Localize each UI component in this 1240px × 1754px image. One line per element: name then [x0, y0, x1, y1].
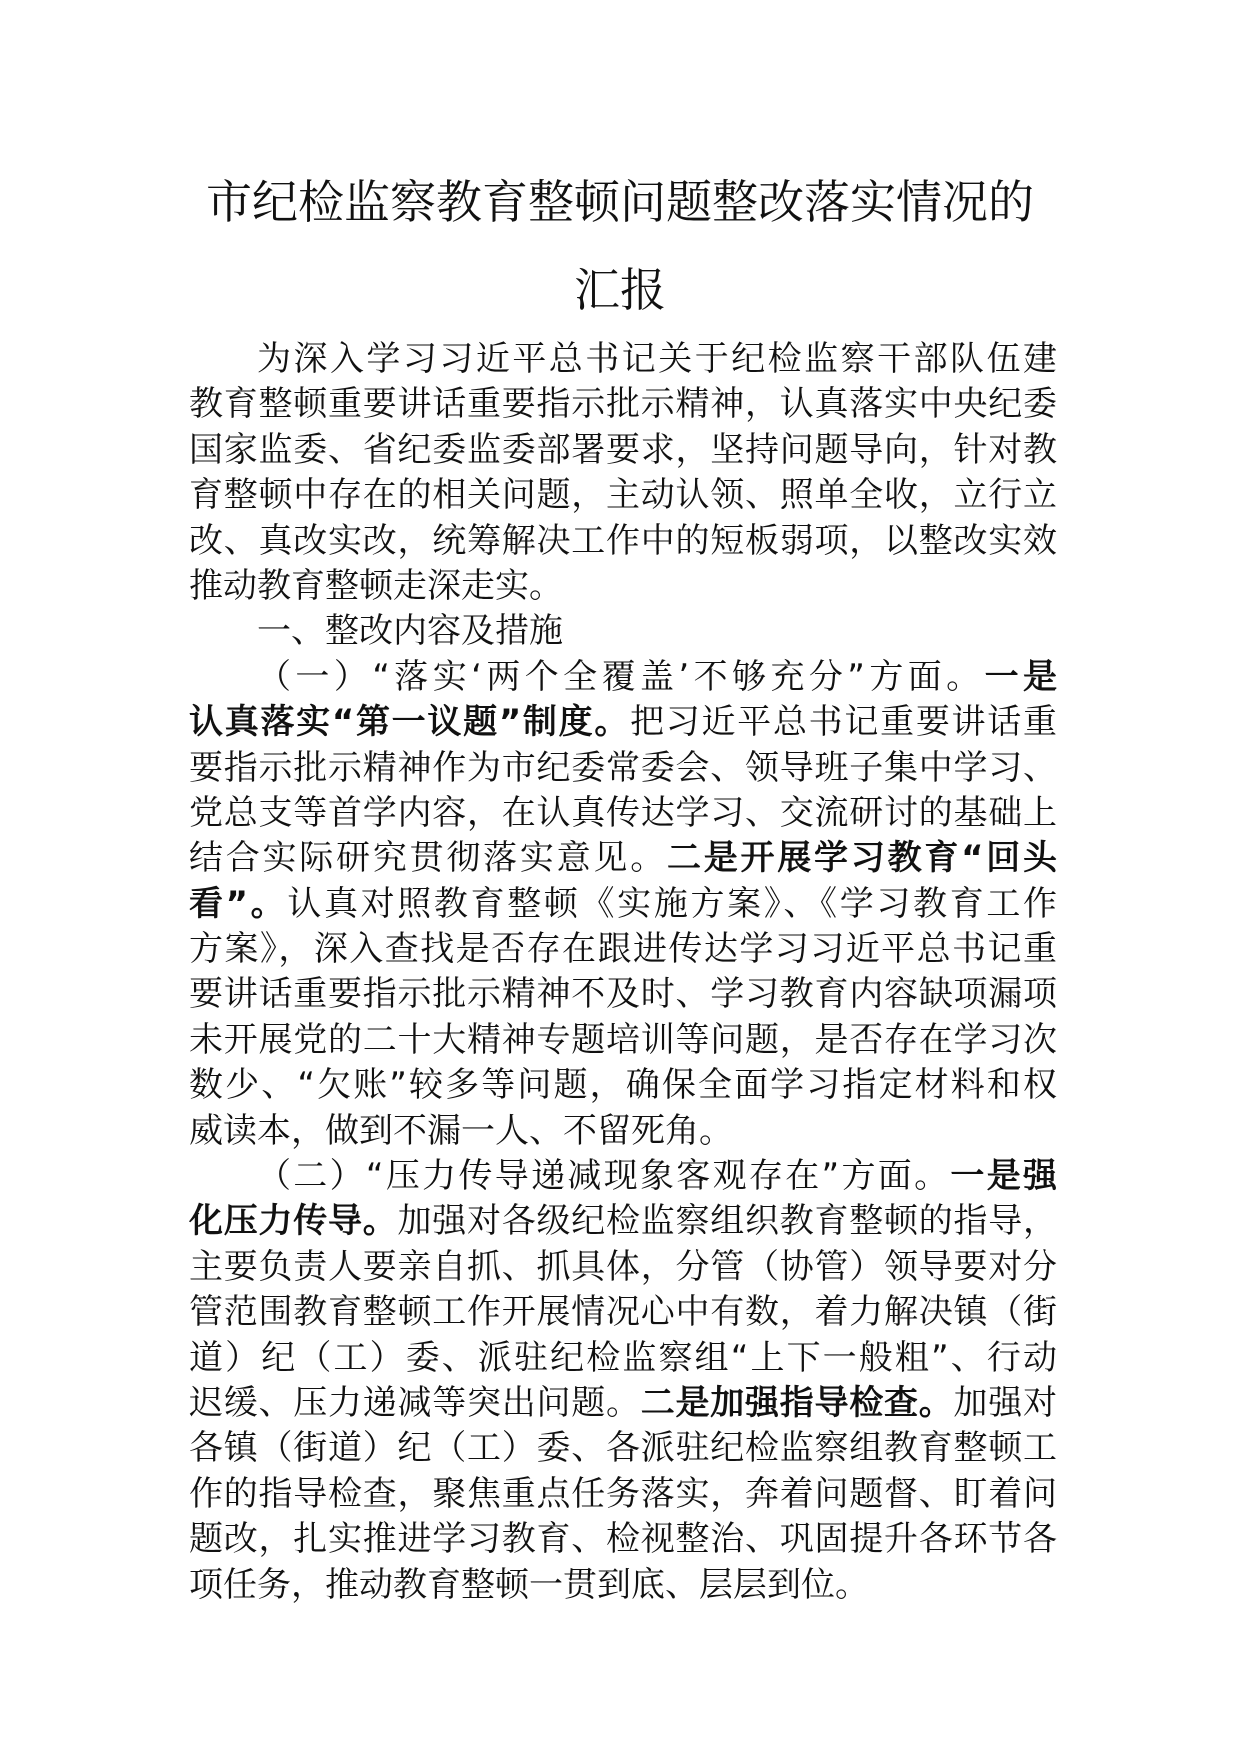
text-line: [189, 700, 1057, 745]
text-line: [189, 1199, 1057, 1244]
text-run: 育整顿中存在的相关问题，主动认领、照单全收，立行立: [189, 475, 1057, 516]
text-run: 要指示批示精神作为市纪委常委会、领导班子集中学习、: [189, 747, 1057, 788]
text-run: 各镇（街道）纪（工）委、各派驻纪检监察组教育整顿工: [189, 1428, 1057, 1469]
text-run: 加强对各级纪检监察组织教育整顿的指导，: [397, 1201, 1057, 1242]
text-run: 管范围教育整顿工作开展情况心中有数，着力解决镇（街: [189, 1292, 1057, 1333]
text-run: 把习近平总书记重要讲话重: [630, 702, 1057, 743]
title-line: 汇报: [574, 263, 666, 317]
text-line: [189, 1472, 1057, 1517]
bold-text-run: 认真落实“第一议题”制度。: [189, 702, 631, 743]
text-line: [189, 337, 1057, 382]
text-line: [189, 791, 1057, 836]
text-run: 认真对照教育整顿《实施方案》、《学习教育工作: [287, 883, 1057, 924]
bold-text-run: 看”。: [189, 883, 288, 924]
text-line: [189, 473, 1057, 518]
text-run: 威读本，做到不漏一人、不留死角。: [189, 1110, 733, 1151]
text-run: 题改，扎实推进学习教育、检视整治、巩固提升各环节各: [189, 1519, 1057, 1560]
text-run: 推动教育整顿走深走实。: [189, 565, 563, 606]
text-run: 国家监委、省纪委监委部署要求，坚持问题导向，针对教: [189, 429, 1057, 470]
text-run: 作的指导检查，聚焦重点任务落实，奔着问题督、盯着问: [189, 1473, 1057, 1514]
text-line: [189, 1336, 1057, 1381]
paragraph: [189, 337, 1057, 609]
text-line: [189, 836, 1057, 881]
text-run: 加强对: [953, 1382, 1057, 1423]
text-line: [189, 972, 1057, 1017]
text-line: [189, 1245, 1057, 1290]
text-line: [189, 1063, 1057, 1108]
text-line: [189, 1517, 1057, 1562]
text-line: [189, 609, 1057, 654]
text-line: [189, 428, 1057, 473]
text-line: [189, 1154, 1057, 1199]
bold-text-run: 二是加强指导检查。: [640, 1382, 954, 1423]
text-run: （一）“落实‘两个全覆盖’不够充分”方面。: [257, 656, 985, 697]
text-run: 一、整改内容及措施: [257, 611, 563, 652]
paragraph: [189, 655, 1057, 1154]
text-line: [189, 519, 1057, 564]
text-run: 方案》，深入查找是否存在跟进传达学习习近平总书记重: [189, 929, 1057, 970]
title-line: 市纪检监察教育整顿问题整改落实情况的: [206, 175, 1034, 229]
text-line: [189, 1018, 1057, 1063]
text-run: 要讲话重要指示批示精神不及时、学习教育内容缺项漏项: [189, 974, 1057, 1015]
text-run: 迟缓、压力递减等突出问题。: [189, 1382, 641, 1423]
text-run: （二）“压力传导递减现象客观存在”方面。: [257, 1156, 951, 1197]
bold-text-run: 二是开展学习教育“回头: [666, 838, 1057, 879]
text-run: 为深入学习习近平总书记关于纪检监察干部队伍建: [257, 339, 1057, 379]
text-line: [189, 564, 1057, 609]
bold-text-run: 化压力传导。: [189, 1201, 398, 1242]
text-run: 改、真改实改，统筹解决工作中的短板弱项，以整改实效: [189, 520, 1057, 561]
text-run: 项任务，推动教育整顿一贯到底、层层到位。: [189, 1564, 869, 1605]
document-title: [186, 158, 1054, 334]
text-line: [189, 1563, 1057, 1608]
text-run: 数少、“欠账”较多等问题，确保全面学习指定材料和权: [189, 1065, 1057, 1106]
text-run: 教育整顿重要讲话重要指示批示精神，认真落实中央纪委: [189, 384, 1057, 425]
text-line: [189, 382, 1057, 427]
text-run: 主要负责人要亲自抓、抓具体，分管（协管）领导要对分: [189, 1246, 1057, 1287]
text-line: [189, 927, 1057, 972]
text-line: [189, 746, 1057, 791]
text-line: [189, 1381, 1057, 1426]
text-line: [189, 1426, 1057, 1471]
paragraph: [189, 609, 1057, 654]
text-line: [189, 882, 1057, 927]
text-line: [189, 655, 1057, 700]
text-run: 道）纪（工）委、派驻纪检监察组“上下一般粗”、行动: [189, 1337, 1057, 1378]
body-text: [189, 337, 1057, 1608]
bold-text-run: 一是: [984, 656, 1057, 697]
text-line: [189, 1290, 1057, 1335]
text-run: 党总支等首学内容，在认真传达学习、交流研讨的基础上: [189, 792, 1057, 833]
text-line: [189, 1109, 1057, 1154]
paragraph: [189, 1154, 1057, 1608]
text-run: 未开展党的二十大精神专题培训等问题，是否存在学习次: [189, 1019, 1057, 1060]
text-run: 结合实际研究贯彻落实意见。: [189, 838, 667, 879]
bold-text-run: 一是强: [950, 1156, 1057, 1197]
